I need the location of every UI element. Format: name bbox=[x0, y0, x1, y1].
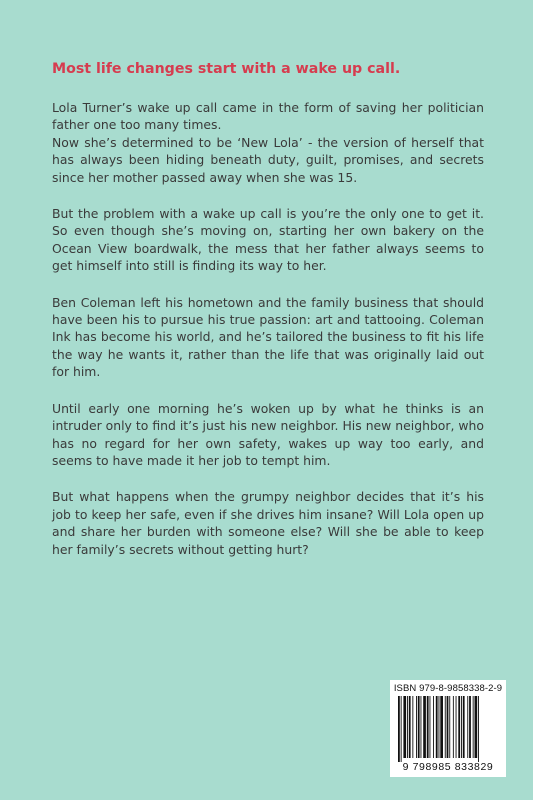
blurb-paragraph-1: Lola Turner’s wake up call came in the form of saving her politician father one too many times. bbox=[52, 100, 484, 133]
blurb bbox=[52, 60, 484, 577]
blurb-paragraph-2: Now she’s determined to be ‘New Lola’ - the version of herself that has always been hiding beneath duty, guilt, promises, and secrets since her mother passed away when she was 15. bbox=[52, 134, 484, 185]
barcode-bars-icon bbox=[398, 696, 498, 762]
tagline: Most life changes start with a wake up call. bbox=[52, 61, 401, 77]
isbn-label: ISBN 979-8-9858338-2-9 bbox=[393, 683, 503, 694]
isbn-barcode bbox=[390, 680, 506, 777]
barcode-digits: 9 798985 833829 bbox=[402, 761, 494, 773]
blurb-paragraph-6: But what happens when the grumpy neighbor decides that it’s his job to keep her safe, even if she drives him insane? Will Lola open up and share her burden with someone else? Will she be able to keep her family’s secrets without getting hurt? bbox=[52, 489, 484, 557]
blurb-paragraph-4: Ben Coleman left his hometown and the family business that should have been his to pursue his true passion: art and tattooing. Coleman Ink has become his world, and he’s tailored the business to fit his life the way he wants it, rather than the life that was originally laid out for him. bbox=[52, 294, 484, 380]
blurb-paragraph-5: Until early one morning he’s woken up by what he thinks is an intruder only to find it’s just his new neighbor. His new neighbor, who has no regard for her own safety, wakes up way too early, and seems to have made it her job to tempt him. bbox=[52, 400, 484, 468]
blurb-paragraph-3: But the problem with a wake up call is you’re the only one to get it. So even though she’s moving on, starting her own bakery on the Ocean View boardwalk, the mess that her father always seems to get himself into still is finding its way to her. bbox=[52, 206, 484, 274]
